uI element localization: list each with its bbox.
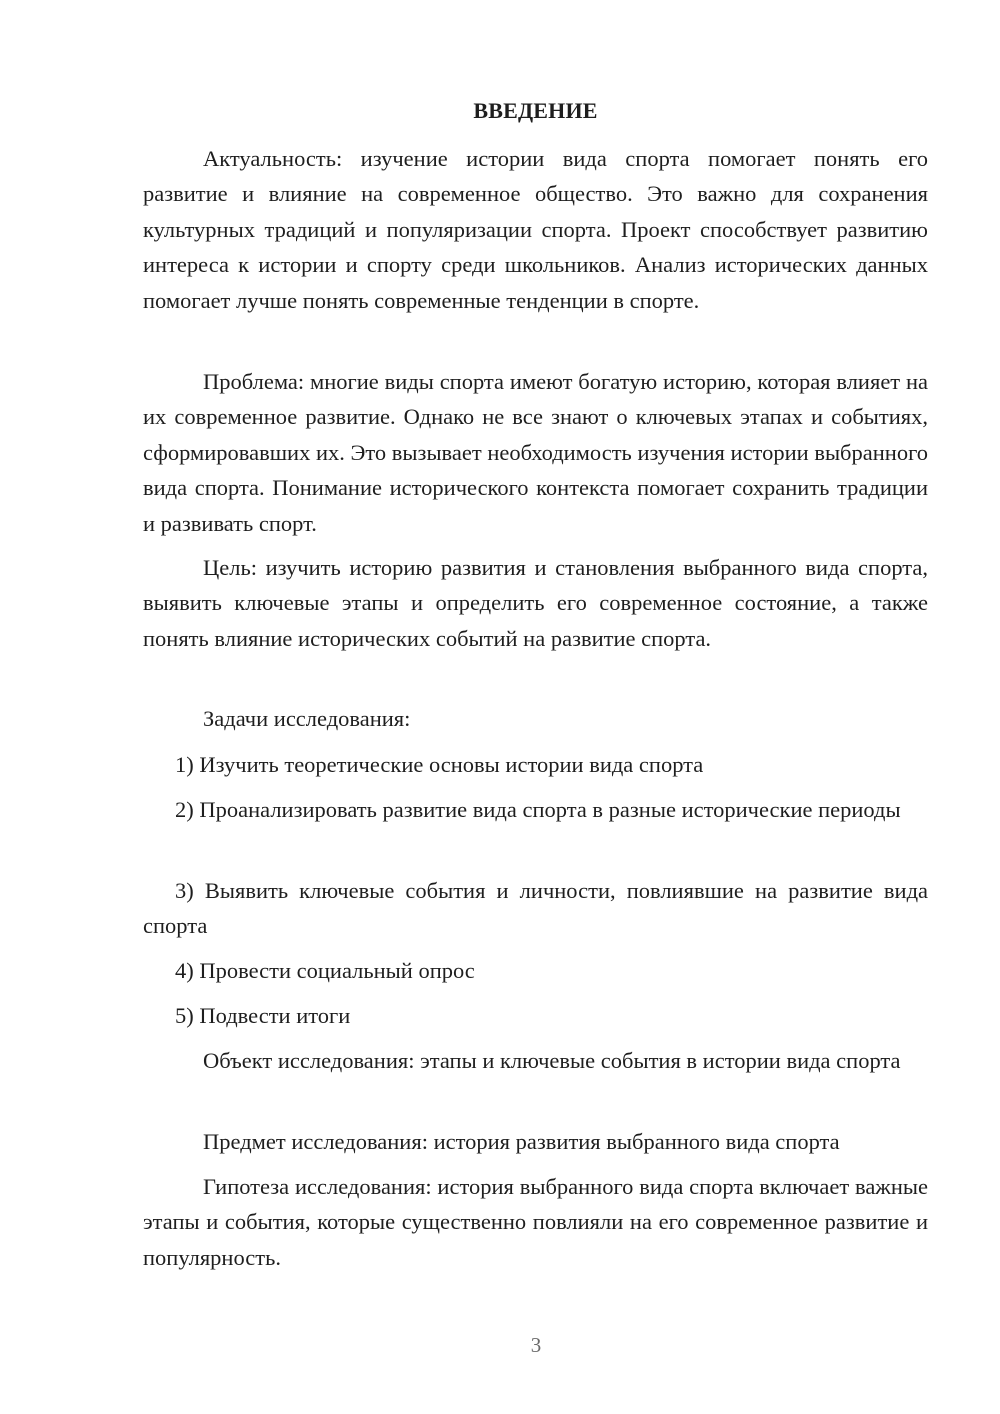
object-paragraph: Объект исследования: этапы и ключевые события в истории вида спорта	[203, 1048, 901, 1073]
relevance-paragraph: Актуальность: изучение истории вида спорта помогает понять его развитие и влияние на современное общество. Это важно для сохранения культурных традиций и популяризации спорта. Проект способствует развитию интереса к истории и спорту среди школьников. Анализ исторических данных помогает лучше понять современные тенденции в спорте.	[143, 146, 928, 313]
tasks-heading: Задачи исследования:	[203, 706, 411, 731]
task-item-4: 4) Провести социальный опрос	[175, 958, 475, 983]
task-item-2: 2) Проанализировать развитие вида спорта в разные исторические периоды	[175, 797, 901, 822]
task-item-1: 1) Изучить теоретические основы истории вида спорта	[175, 752, 704, 777]
page-number: 3	[530, 1333, 542, 1357]
problem-paragraph: Проблема: многие виды спорта имеют богатую историю, которая влияет на их современное развитие. Однако не все знают о ключевых этапах и событиях, сформировавших их. Это вызывает необходимость изучения истории выбранного вида спорта. Понимание исторического контекста помогает сохранить традиции и развивать спорт.	[143, 369, 928, 536]
task-item-3: 3) Выявить ключевые события и личности, повлиявшие на развитие вида спорта	[143, 878, 928, 939]
section-title: ВВЕДЕНИЕ	[473, 98, 598, 123]
hypothesis-paragraph: Гипотеза исследования: история выбранного вида спорта включает важные этапы и события, которые существенно повлияли на его современное развитие и популярность.	[143, 1174, 928, 1270]
goal-paragraph: Цель: изучить историю развития и становления выбранного вида спорта, выявить ключевые этапы и определить его современное состояние, а также понять влияние исторических событий на развитие спорта.	[143, 555, 928, 651]
task-item-5: 5) Подвести итоги	[175, 1003, 351, 1028]
subject-paragraph: Предмет исследования: история развития выбранного вида спорта	[203, 1129, 840, 1154]
